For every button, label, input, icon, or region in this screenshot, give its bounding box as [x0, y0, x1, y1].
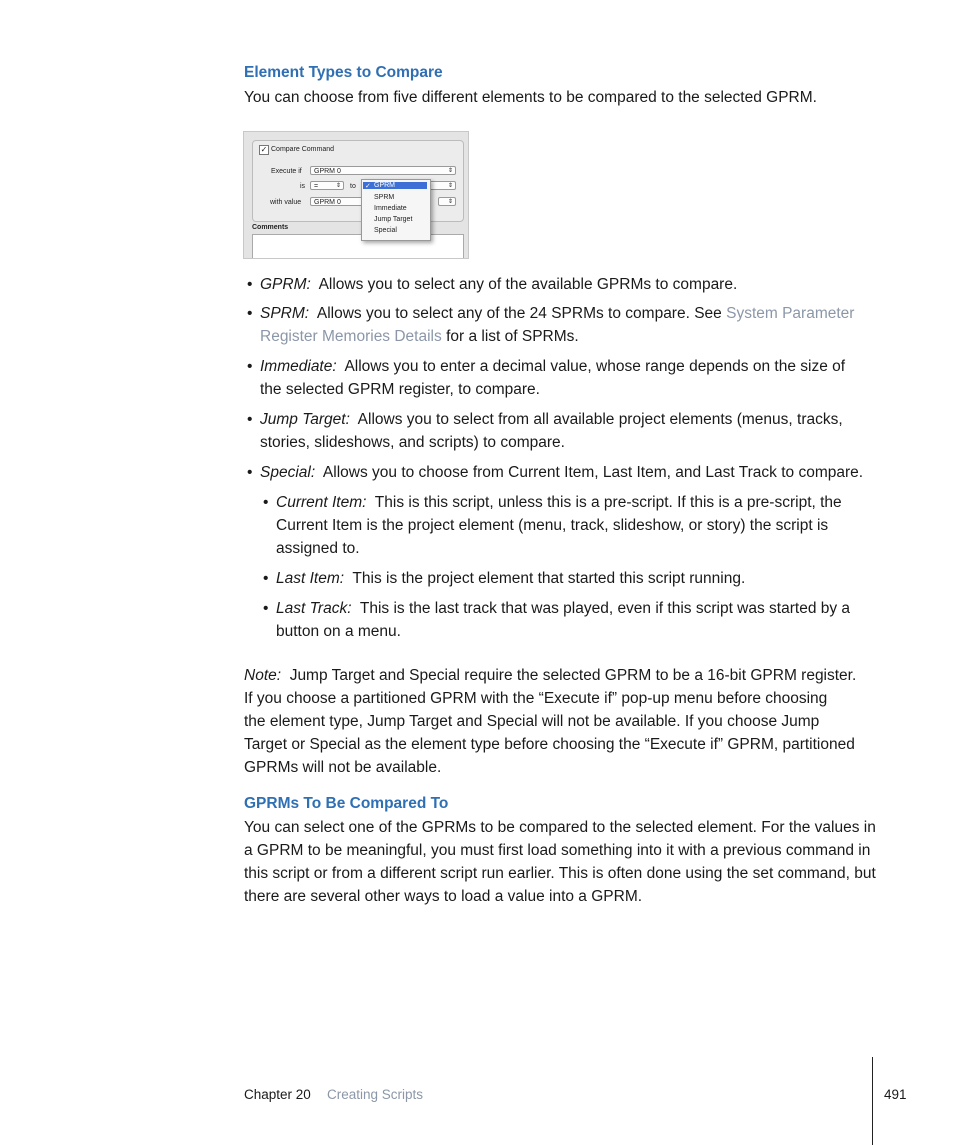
footer-chapter: Chapter 20 [244, 1087, 311, 1102]
is-label: is [300, 183, 306, 190]
menu-item-special: Special [374, 227, 397, 234]
menu-item-jump-target: Jump Target [374, 216, 413, 223]
bullet-immediate: • Immediate: Allows you to enter a decimal value, whose range depends on the size of the selected GPRM register, to compare. [247, 358, 846, 398]
execute-if-popup [310, 166, 456, 175]
menu-item-gprm: ✓ GPRM [363, 182, 427, 189]
note-paragraph: Note: Jump Target and Special require the selected GPRM to be a 16-bit GPRM register. If you choose a partitioned GPRM with the “Execute if” pop-up menu before choosing the element type, Jump Target and Special will not be available. If you choose Jump Target or Special as the element type before choosing the “Execute if” GPRM, partitioned GPRMs will not be available. [244, 667, 857, 776]
section-heading-element-types: Element Types to Compare [244, 64, 443, 81]
comments-label: Comments [252, 224, 289, 231]
register-memories-link[interactable]: Register Memories Details [260, 328, 442, 345]
sub-bullet-last-track: • Last Track: This is the last track that was played, even if this script was started by a button on a menu. [263, 600, 851, 640]
bullet-gprm: • GPRM: Allows you to select any of the available GPRMs to compare. [247, 276, 738, 293]
sub-bullet-current-item: • Current Item: This is this script, unless this is a pre-script. If this is a pre-script, the Current Item is the project element (menu, track, slideshow, or story) the script is assigned to. [263, 494, 842, 557]
comments-box [252, 234, 464, 259]
sub-bullet-last-item: • Last Item: This is the project element that started this script running. [263, 570, 746, 587]
footer-chapter-title[interactable]: Creating Scripts [327, 1087, 424, 1102]
popup-arrows-icon: ⇕ [447, 183, 453, 189]
execute-if-value: GPRM 0 [314, 168, 341, 175]
to-label: to [350, 183, 356, 190]
gprms-paragraph: You can select one of the GPRMs to be compared to the selected element. For the values in a GPRM to be meaningful, you must first load something into it with a previous command in this script or from a different script run earlier. This is often done using the set command, but there are several other ways to load a value into a GPRM. [244, 819, 876, 905]
bullet-jump-target: • Jump Target: Allows you to select from all available project elements (menus, tracks, stories, slideshows, and scripts) to compare. [247, 411, 843, 451]
compare-command-group [252, 140, 464, 222]
compare-command-checkbox: ✓ [260, 145, 268, 154]
operator-value: = [314, 183, 319, 190]
with-value-label: with value [270, 199, 302, 206]
compare-command-screenshot [243, 131, 469, 259]
compare-type-menu [361, 179, 431, 241]
footer-divider [872, 1057, 873, 1145]
bullet-sprm: • SPRM: Allows you to select any of the 24 SPRMs to compare. See System Parameter Register Memories Details for a list of SPRMs. [247, 305, 855, 345]
bullet-special: • Special: Allows you to choose from Current Item, Last Item, and Last Track to compare. [247, 464, 864, 481]
checkmark-icon: ✓ [365, 183, 371, 190]
with-value-popup-end [438, 197, 456, 206]
intro-paragraph: You can choose from five different elements to be compared to the selected GPRM. [244, 89, 817, 106]
popup-arrows-icon: ⇕ [447, 168, 453, 174]
popup-arrows-icon: ⇕ [447, 199, 453, 205]
operator-popup [310, 181, 344, 190]
execute-if-label: Execute if [271, 168, 302, 175]
with-value-value: GPRM 0 [314, 199, 341, 206]
compare-command-label: Compare Command [271, 146, 335, 153]
popup-arrows-icon: ⇕ [335, 183, 341, 189]
menu-item-immediate: Immediate [374, 205, 407, 212]
section-heading-gprms: GPRMs To Be Compared To [244, 795, 449, 812]
page-number: 491 [884, 1087, 907, 1102]
system-parameter-link[interactable]: System Parameter [726, 305, 855, 322]
menu-item-sprm: SPRM [374, 194, 395, 201]
